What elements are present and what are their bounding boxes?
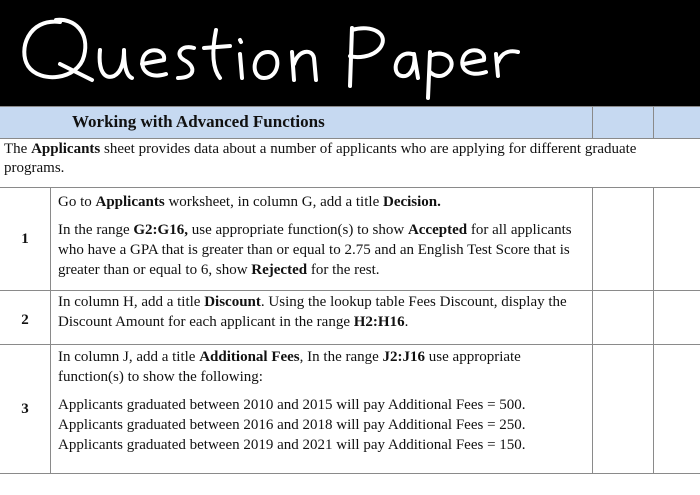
row-divider [0,106,700,107]
header-banner [0,0,700,106]
table-title-row [0,106,700,138]
table-title: Working with Advanced Functions [72,112,325,131]
question-text [58,292,588,332]
question-table [0,106,700,495]
row-divider [0,290,700,291]
question-paragraph: In column H, add a title Discount. Using the lookup table Fees Discount, display the Discount Amount for each applicant in the range H2:H16. [58,294,567,330]
bold-term: H2:H16 [353,314,405,330]
bold-term: Applicants [31,141,101,157]
bold-term: Rejected [251,262,308,278]
bold-term: Additional Fees [199,349,300,365]
column-divider [653,187,654,473]
question-paragraph: Applicants graduated between 2010 and 2015 will pay Additional Fees = 500. Applicants graduated between 2016 and 2018 will pay Additional Fees = 250. Applicants graduated between 2019 and 2021 will pay Additional Fees = 150. [58,397,526,453]
bold-term: Decision. [382,194,441,210]
column-divider [592,106,593,138]
bold-term: Applicants [95,194,165,210]
question-number: 1 [21,231,29,247]
question-number: 2 [21,312,29,328]
bold-term: Accepted [407,222,468,238]
bold-term: J2:J16 [382,349,426,365]
bold-term: Discount [204,294,261,310]
intro-text: The Applicants sheet provides data about a number of applicants who are applying for different graduate programs. [4,141,637,176]
question-paragraph: In the range G2:G16, use appropriate function(s) to show Accepted for all applicants who have a GPA that is greater than or equal to 2.75 and an English Test Score that is greater than or equal to 6, show Rejected for the rest. [58,222,572,278]
row-divider [0,344,700,345]
row-divider [0,187,700,188]
column-divider [592,187,593,473]
question-number: 3 [21,401,29,417]
row-divider [0,138,700,139]
question-text [58,347,588,455]
bold-term: G2:G16, [133,222,188,238]
question-paragraph: Go to Applicants worksheet, in column G, add a title Decision. [58,194,441,210]
column-divider [653,106,654,138]
handwritten-title [0,0,700,106]
column-divider [50,187,51,473]
question-paragraph: In column J, add a title Additional Fees, In the range J2:J16 use appropriate function(s) to show the following: [58,349,521,385]
row-divider [0,473,700,474]
question-text [58,192,588,280]
